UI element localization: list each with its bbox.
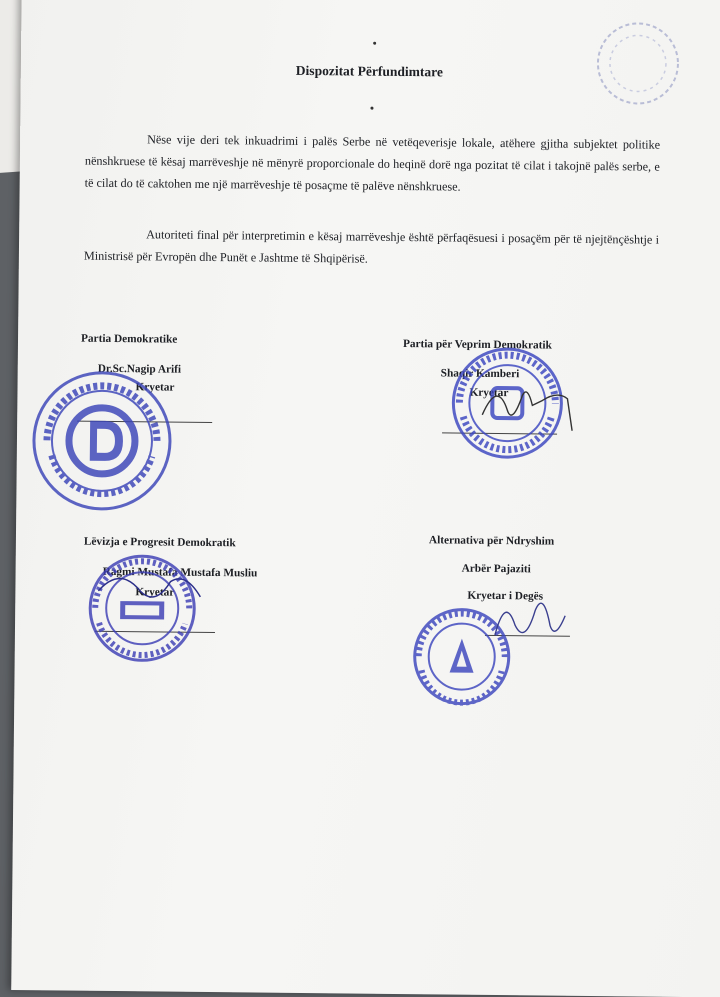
stamp-partia-demokratike bbox=[26, 365, 178, 517]
paragraph-2: Autoriteti final për interpretimin e kësaj marrëveshje është përfaqësuesi i posaçëm për të njejtënçështje i Ministrisë për Evropën dhe Punët e Jashtme të Shqipërisë. bbox=[83, 227, 660, 266]
signer-name-3: Ragmi Mustafa Mustafa Musliu bbox=[102, 565, 258, 580]
signer-role-4: Kryetar i Degës bbox=[467, 589, 544, 603]
party-name-1: Partia Demokratike bbox=[80, 332, 178, 346]
signer-role-1: Kryetar bbox=[135, 381, 175, 394]
document-page bbox=[11, 0, 720, 997]
party-name-4: Alternativa për Ndryshim bbox=[428, 534, 555, 548]
signature-scribble-2 bbox=[472, 360, 593, 441]
signer-role-2: Kryetar bbox=[469, 386, 509, 400]
decorative-dot bbox=[373, 42, 376, 45]
party-name-3: Lëvizja e Progresit Demokratik bbox=[83, 535, 236, 550]
signer-name-4: Arbër Pajaziti bbox=[461, 562, 531, 576]
signer-name-2: Shaqir Kamberi bbox=[440, 367, 520, 381]
faint-stamp-mark bbox=[590, 16, 686, 112]
document-title: Dispozitat Përfundimtare bbox=[295, 62, 444, 80]
paragraph-1: Nëse vije deri tek inkuadrimi i palës Serbe në vetëqeverisje lokale, atëhere gjitha subjektet politike nënshkruese të kësaj marrëveshje në mënyrë proporcionale do heqinë dorë nga pozitat të cilat i takojnë palës serbe, e të cilat do të caktohen me një marrëveshje të posaçme të palëve nënshkruese. bbox=[84, 132, 661, 194]
signature-scribble-3 bbox=[90, 561, 211, 622]
signer-role-3: Kryetar bbox=[135, 586, 175, 599]
signature-scribble-4 bbox=[485, 585, 576, 656]
signer-name-1: Dr.Sc.Nagip Arifi bbox=[97, 362, 182, 376]
party-name-2: Partia për Veprim Demokratik bbox=[402, 338, 552, 352]
decorative-dot bbox=[370, 107, 373, 110]
